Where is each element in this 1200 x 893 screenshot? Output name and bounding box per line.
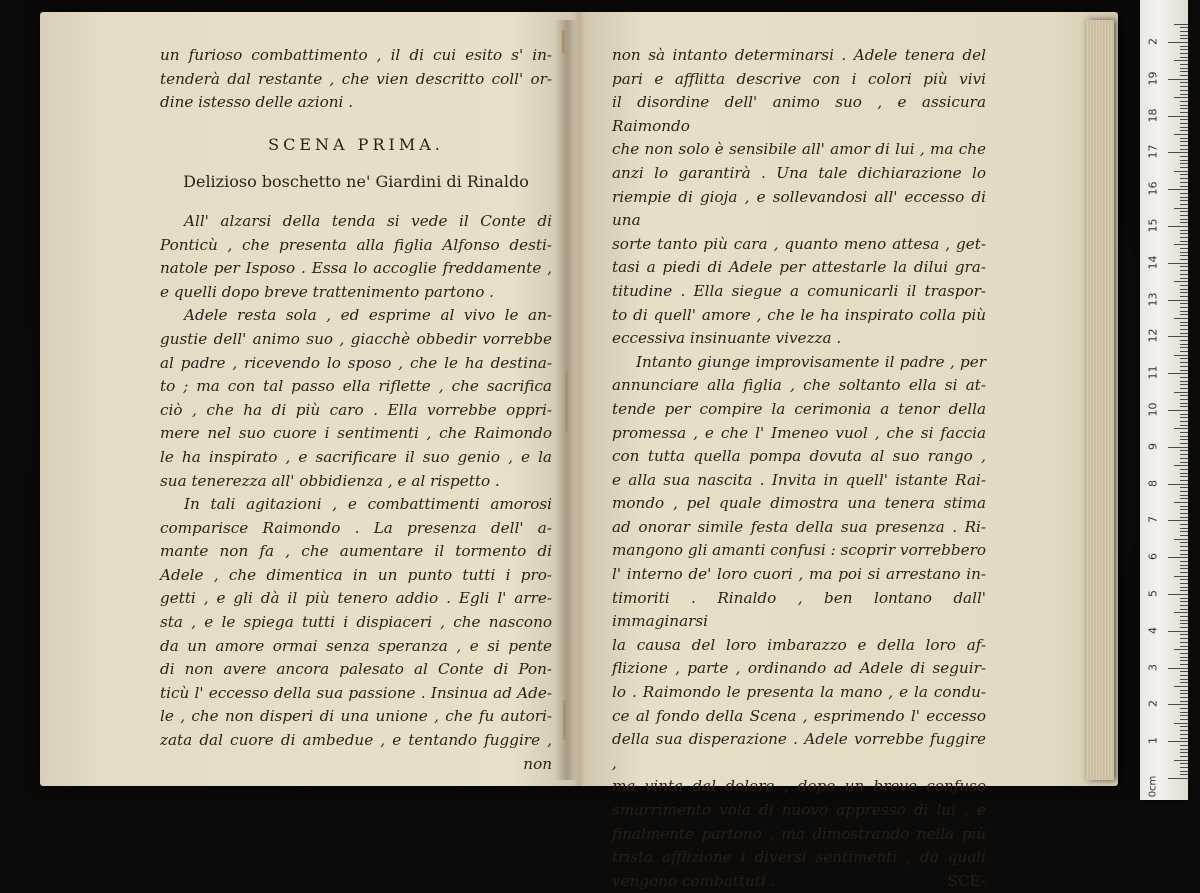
ruler-tick: [1180, 568, 1188, 569]
text-line: gustie dell' animo suo , giacchè obbedir vorrebbe: [160, 329, 552, 348]
ruler-tick: [1180, 726, 1188, 727]
ruler-tick: [1174, 355, 1188, 356]
ruler-tick: [1180, 130, 1188, 131]
text-line: Ponticù , che presenta alla figlia Alfonso desti-: [160, 235, 552, 254]
ruler-tick: [1180, 690, 1188, 691]
ruler-tick: [1180, 119, 1188, 120]
text-line: un furioso combattimento , il di cui esito s' in-: [160, 46, 552, 64]
ruler-tick: [1180, 531, 1188, 532]
text-line: comparisce Raimondo . La presenza dell' a-: [160, 518, 552, 537]
text-line: mangono gli amanti confusi : scoprir vorrebbero: [612, 541, 986, 560]
ruler-tick: [1180, 322, 1188, 323]
ruler-tick: [1180, 506, 1188, 507]
left-page: [160, 44, 552, 776]
ruler-tick: [1180, 307, 1188, 308]
text-line: natole per Isposo . Essa lo accoglie freddamente ,: [160, 259, 552, 278]
ruler-tick: [1180, 90, 1188, 91]
ruler-tick: [1168, 484, 1188, 485]
ruler-tick: [1180, 561, 1188, 562]
catchword: SCE-: [947, 871, 986, 890]
ruler-tick: [1180, 178, 1188, 179]
ruler-tick: [1168, 189, 1188, 190]
ruler-tick: [1168, 704, 1188, 705]
ruler-number: 13: [1146, 292, 1160, 307]
scene-subtitle: Delizioso boschetto ne' Giardini di Rinaldo: [183, 172, 529, 192]
text-line: da un amore ormai senza speranza , e si pente: [160, 636, 552, 655]
ruler-number: 10: [1146, 402, 1160, 417]
ruler-tick: [1180, 289, 1188, 290]
ruler-tick: [1180, 27, 1188, 28]
text-line: Adele resta sola , ed esprime al vivo le an-: [184, 306, 552, 325]
ruler-tick: [1174, 60, 1188, 61]
ruler-tick: [1180, 167, 1188, 168]
ruler-tick: [1174, 244, 1188, 245]
ruler-tick: [1180, 664, 1188, 665]
ruler-number: 4: [1146, 626, 1160, 634]
ruler-number: 7: [1146, 516, 1160, 524]
ruler-tick: [1180, 340, 1188, 341]
ruler-tick: [1180, 623, 1188, 624]
ruler-tick: [1180, 215, 1188, 216]
ruler-tick: [1180, 653, 1188, 654]
ruler-tick: [1180, 756, 1188, 757]
ruler-tick: [1180, 657, 1188, 658]
text-line: anzi lo garantirà . Una tale dichiarazione lo: [612, 163, 986, 182]
ruler-tick: [1174, 539, 1188, 540]
ruler-tick: [1180, 351, 1188, 352]
ruler-tick: [1168, 42, 1188, 43]
ruler-tick: [1180, 384, 1188, 385]
ruler-tick: [1180, 432, 1188, 433]
ruler-tick: [1174, 171, 1188, 172]
right-body: [612, 44, 986, 893]
ruler-tick: [1180, 123, 1188, 124]
text-line: e alla sua nascita . Invita in quell' istante Rai-: [612, 470, 986, 489]
ruler-tick: [1180, 734, 1188, 735]
ruler-tick: [1180, 285, 1188, 286]
ruler-tick: [1180, 450, 1188, 451]
text-line: to ; ma con tal passo ella riflette , che sacrifica: [160, 377, 552, 396]
text-line: timoriti . Rinaldo , ben lontano dall' immaginarsi: [612, 588, 986, 631]
ruler-tick: [1180, 358, 1188, 359]
ruler-tick: [1180, 399, 1188, 400]
ruler-tick: [1168, 116, 1188, 117]
text-line: Intanto giunge improvisamente il padre , per: [636, 352, 986, 371]
text-line: finalmente partono , ma dimostrando nella più: [612, 824, 986, 843]
text-line: lo . Raimondo le presenta la mano , e la condu-: [612, 683, 986, 702]
ruler-tick: [1180, 730, 1188, 731]
ruler-tick: [1180, 487, 1188, 488]
catchword: non: [523, 754, 552, 773]
ruler-tick: [1180, 86, 1188, 87]
ruler-tick: [1180, 425, 1188, 426]
ruler-tick: [1180, 439, 1188, 440]
ruler-tick: [1180, 697, 1188, 698]
ruler-tick: [1180, 64, 1188, 65]
text-line: l' interno de' loro cuori , ma poi si arrestano in-: [612, 565, 986, 584]
ruler-tick: [1180, 498, 1188, 499]
text-line: zata dal cuore di ambedue , e tentando fuggire ,: [160, 731, 552, 750]
ruler-tick: [1180, 458, 1188, 459]
ruler-tick: [1180, 266, 1188, 267]
ruler-tick: [1180, 31, 1188, 32]
ruler-tick: [1180, 679, 1188, 680]
ruler-tick: [1180, 370, 1188, 371]
ruler-tick: [1180, 712, 1188, 713]
ruler-tick: [1180, 377, 1188, 378]
ruler-number: 2: [1146, 38, 1160, 45]
ruler-tick: [1180, 601, 1188, 602]
ruler-tick: [1180, 469, 1188, 470]
ruler-tick: [1168, 410, 1188, 411]
measuring-ruler: [1140, 0, 1188, 800]
ruler-tick: [1180, 509, 1188, 510]
ruler-tick: [1180, 620, 1188, 621]
ruler-tick: [1180, 443, 1188, 444]
ruler-tick: [1168, 336, 1188, 337]
ruler-tick: [1174, 24, 1188, 25]
ruler-tick: [1180, 421, 1188, 422]
ruler-tick: [1168, 447, 1188, 448]
ruler-tick: [1180, 719, 1188, 720]
ruler-tick: [1180, 605, 1188, 606]
ruler-tick: [1180, 546, 1188, 547]
ruler-number: 17: [1146, 144, 1160, 159]
ruler-tick: [1180, 101, 1188, 102]
ruler-tick: [1180, 333, 1188, 334]
ruler-tick: [1180, 344, 1188, 345]
text-line: le ha inspirato , e sacrificare il suo genio , e la: [160, 447, 552, 466]
ruler-tick: [1168, 557, 1188, 558]
ruler-tick: [1180, 200, 1188, 201]
ruler-tick: [1180, 542, 1188, 543]
ruler-tick: [1174, 208, 1188, 209]
text-line: tasi a piedi di Adele per attestarle la dilui gra-: [612, 258, 986, 277]
text-line: ma vinta dal dolore , dopo un breve confuso: [612, 777, 986, 796]
text-line: il disordine dell' animo suo , e assicura Raimondo: [612, 93, 986, 135]
ruler-tick: [1168, 520, 1188, 521]
text-line: In tali agitazioni , e combattimenti amorosi: [184, 495, 552, 514]
ruler-tick: [1180, 491, 1188, 492]
ruler-tick: [1180, 71, 1188, 72]
ruler-tick: [1180, 325, 1188, 326]
ruler-tick: [1180, 252, 1188, 253]
ruler-tick: [1180, 222, 1188, 223]
ruler-tick: [1180, 329, 1188, 330]
text-line: pari e afflitta descrive con i colori più vivi: [612, 69, 986, 88]
text-line: smarrimento vola di nuovo appresso di lui , e: [612, 801, 986, 819]
text-line: sua tenerezza all' obbidienza , e al rispetto .: [160, 471, 500, 490]
ruler-tick: [1180, 590, 1188, 591]
text-line: to di quell' amore , che le ha inspirato colla più: [612, 305, 986, 324]
ruler-tick: [1174, 686, 1188, 687]
text-line: e quelli dopo breve trattenimento partono .: [160, 282, 494, 301]
ruler-tick: [1180, 163, 1188, 164]
ruler-tick: [1174, 760, 1188, 761]
text-line: vengono combattuti .: [612, 871, 776, 890]
ruler-number: 18: [1146, 108, 1160, 123]
text-line: riempie di gioja , e sollevandosi all' eccesso di una: [612, 187, 986, 230]
ruler-tick: [1180, 682, 1188, 683]
ruler-tick: [1180, 767, 1188, 768]
ruler-tick: [1180, 211, 1188, 212]
ruler-number: 19: [1146, 71, 1160, 86]
ruler-tick: [1180, 403, 1188, 404]
ruler-tick: [1180, 671, 1188, 672]
ruler-tick: [1180, 572, 1188, 573]
ruler-tick: [1180, 292, 1188, 293]
ruler-tick: [1180, 204, 1188, 205]
intro-text: [160, 44, 552, 115]
ruler-number: 14: [1146, 255, 1160, 270]
ruler-tick: [1180, 141, 1188, 142]
ruler-tick: [1174, 318, 1188, 319]
ruler-tick: [1180, 417, 1188, 418]
text-line: tenderà dal restante , che vien descritto coll' or-: [160, 69, 552, 88]
ruler-tick: [1180, 362, 1188, 363]
ruler-tick: [1174, 392, 1188, 393]
text-line: annunciare alla figlia , che soltanto ella si at-: [612, 376, 986, 395]
text-line: titudine . Ella siegue a comunicarli il traspor-: [612, 281, 986, 300]
text-line: con tutta quella pompa dovuta al suo rango ,: [612, 447, 986, 466]
ruler-tick: [1174, 649, 1188, 650]
ruler-tick: [1180, 406, 1188, 407]
ruler-tick: [1180, 259, 1188, 260]
ruler-tick: [1174, 465, 1188, 466]
ruler-tick: [1180, 638, 1188, 639]
text-line: della sua disperazione . Adele vorrebbe fuggire ,: [612, 730, 986, 772]
ruler-tick: [1180, 642, 1188, 643]
ruler-tick: [1180, 763, 1188, 764]
ruler-tick: [1168, 79, 1188, 80]
ruler-number: 5: [1146, 590, 1160, 597]
ruler-tick: [1168, 631, 1188, 632]
ruler-tick: [1180, 82, 1188, 83]
ruler-tick: [1180, 57, 1188, 58]
ruler-tick: [1180, 414, 1188, 415]
ruler-tick: [1180, 550, 1188, 551]
ruler-tick: [1168, 741, 1188, 742]
ruler-tick: [1180, 248, 1188, 249]
text-line: dine istesso delle azioni .: [160, 93, 354, 112]
ruler-tick: [1180, 230, 1188, 231]
ruler-tick: [1180, 46, 1188, 47]
ruler-tick: [1180, 233, 1188, 234]
ruler-tick: [1180, 517, 1188, 518]
ruler-number: 6: [1146, 553, 1160, 561]
ruler-tick: [1174, 281, 1188, 282]
text-line: ce al fondo della Scena , esprimendo l' eccesso: [612, 706, 986, 725]
ruler-tick: [1180, 303, 1188, 304]
ruler-tick: [1180, 270, 1188, 271]
scene-title: SCENA PRIMA.: [268, 134, 444, 154]
ruler-tick: [1180, 634, 1188, 635]
binding-thread: [562, 30, 565, 54]
ruler-tick: [1180, 395, 1188, 396]
ruler-tick: [1174, 134, 1188, 135]
ruler-tick: [1180, 219, 1188, 220]
ruler-number: 2: [1146, 700, 1160, 708]
ruler-tick: [1168, 226, 1188, 227]
text-line: Adele , che dimentica in un punto tutti i pro-: [160, 565, 552, 584]
text-line: mante non fa , che aumentare il tormento di: [160, 542, 552, 561]
binding-thread: [563, 700, 566, 740]
text-line: la causa del loro imbarazzo e della loro af-: [612, 635, 986, 654]
ruler-tick: [1180, 311, 1188, 312]
ruler-tick: [1180, 347, 1188, 348]
ruler-tick: [1180, 565, 1188, 566]
ruler-tick: [1180, 145, 1188, 146]
ruler-tick: [1180, 156, 1188, 157]
text-line: ticù l' eccesso della sua passione . Insinua ad Ade-: [160, 683, 552, 702]
text-line: che non solo è sensibile all' amor di lui , ma che: [612, 140, 986, 159]
ruler-tick: [1180, 53, 1188, 54]
ruler-tick: [1180, 278, 1188, 279]
ruler-tick: [1168, 373, 1188, 374]
text-line: le , che non disperi di una unione , che fu autori-: [160, 707, 552, 726]
text-line: al padre , ricevendo lo sposo , che le ha destina-: [160, 353, 552, 372]
ruler-tick: [1180, 182, 1188, 183]
ruler-tick: [1180, 68, 1188, 69]
binding-thread: [565, 372, 568, 432]
ruler-tick: [1180, 138, 1188, 139]
ruler-tick: [1180, 535, 1188, 536]
ruler-number: 16: [1146, 181, 1160, 196]
ruler-number: 1: [1146, 737, 1160, 745]
ruler-number: 3: [1146, 663, 1160, 671]
ruler-tick: [1180, 476, 1188, 477]
ruler-tick: [1174, 576, 1188, 577]
ruler-tick: [1180, 94, 1188, 95]
ruler-tick: [1180, 771, 1188, 772]
ruler-tick: [1180, 237, 1188, 238]
ruler-tick: [1174, 502, 1188, 503]
ruler-tick: [1180, 646, 1188, 647]
ruler-number: 15: [1146, 218, 1160, 233]
text-line: non sà intanto determinarsi . Adele tenera del: [612, 46, 986, 64]
text-line: sta , e le spiega tutti i dispiaceri , che nascono: [160, 613, 552, 632]
text-line: ciò , che ha di più caro . Ella vorrebbe oppri-: [160, 400, 552, 419]
ruler-tick: [1180, 693, 1188, 694]
ruler-tick: [1180, 127, 1188, 128]
ruler-tick: [1180, 436, 1188, 437]
ruler-tick: [1180, 752, 1188, 753]
ruler-tick: [1180, 749, 1188, 750]
ruler-tick: [1168, 152, 1188, 153]
ruler-tick: [1180, 186, 1188, 187]
ruler-tick: [1180, 528, 1188, 529]
ruler-tick: [1180, 462, 1188, 463]
ruler-tick: [1168, 594, 1188, 595]
ruler-tick: [1180, 241, 1188, 242]
text-line: ad onorar simile festa della sua presenza . Ri-: [612, 517, 986, 536]
ruler-tick: [1180, 701, 1188, 702]
ruler-tick: [1180, 274, 1188, 275]
ruler-tick: [1168, 300, 1188, 301]
ruler-tick: [1174, 612, 1188, 613]
text-line: mondo , pel quale dimostra una tenera stima: [612, 494, 986, 513]
ruler-tick: [1180, 314, 1188, 315]
ruler-tick: [1180, 554, 1188, 555]
ruler-tick: [1180, 774, 1188, 775]
text-line: All' alzarsi della tenda si vede il Conte di: [184, 211, 552, 230]
ruler-tick: [1180, 49, 1188, 50]
ruler-tick: [1180, 616, 1188, 617]
ruler-tick: [1180, 609, 1188, 610]
text-line: trista afflizione i diversi sentimenti , da quali: [612, 848, 986, 867]
text-line: tende per compire la cerimonia a tenor della: [612, 399, 986, 418]
ruler-tick: [1180, 296, 1188, 297]
ruler-tick: [1174, 97, 1188, 98]
ruler-tick: [1180, 381, 1188, 382]
ruler-tick: [1174, 723, 1188, 724]
text-line: di non avere ancora palesato al Conte di Pon-: [160, 660, 552, 679]
text-line: flizione , parte , ordinando ad Adele di seguir-: [612, 659, 986, 678]
ruler-tick: [1180, 587, 1188, 588]
ruler-tick: [1180, 388, 1188, 389]
ruler-tick: [1180, 524, 1188, 525]
ruler-tick: [1180, 112, 1188, 113]
ruler-tick: [1180, 480, 1188, 481]
ruler-tick: [1180, 454, 1188, 455]
ruler-tick: [1180, 108, 1188, 109]
ruler-tick: [1180, 738, 1188, 739]
ruler-tick: [1180, 583, 1188, 584]
ruler-unit-label: 0cm: [1147, 775, 1159, 798]
text-line: mere nel suo cuore i sentimenti , che Raimondo: [160, 424, 552, 443]
ruler-number: 12: [1146, 328, 1160, 343]
ruler-tick: [1180, 160, 1188, 161]
ruler-number: 11: [1146, 365, 1160, 380]
right-page: [612, 44, 986, 893]
ruler-tick: [1174, 428, 1188, 429]
ruler-tick: [1180, 197, 1188, 198]
left-body: [160, 210, 552, 753]
ruler-tick: [1180, 598, 1188, 599]
ruler-tick: [1180, 193, 1188, 194]
ruler-tick: [1180, 627, 1188, 628]
ruler-tick: [1168, 778, 1188, 779]
ruler-tick: [1180, 715, 1188, 716]
ruler-tick: [1180, 708, 1188, 709]
ruler-tick: [1180, 675, 1188, 676]
ruler-number: 8: [1146, 479, 1160, 487]
ruler-tick: [1180, 38, 1188, 39]
ruler-tick: [1180, 35, 1188, 36]
ruler-tick: [1180, 105, 1188, 106]
ruler-number: 9: [1146, 442, 1160, 450]
text-line: sorte tanto più cara , quanto meno attesa , get-: [612, 234, 986, 253]
text-line: getti , e gli dà il più tenero addio . Egli l' arre-: [160, 589, 552, 608]
ruler-tick: [1180, 513, 1188, 514]
ruler-tick: [1180, 149, 1188, 150]
ruler-tick: [1168, 263, 1188, 264]
ruler-tick: [1168, 668, 1188, 669]
ruler-tick: [1180, 660, 1188, 661]
ruler-tick: [1180, 255, 1188, 256]
ruler-tick: [1180, 745, 1188, 746]
text-line: eccessiva insinuante vivezza .: [612, 329, 842, 348]
ruler-tick: [1180, 473, 1188, 474]
page-block-edge: [1086, 20, 1114, 780]
text-line: promessa , e che l' Imeneo vuol , che si faccia: [612, 423, 986, 442]
ruler-tick: [1180, 174, 1188, 175]
ruler-tick: [1180, 366, 1188, 367]
ruler-tick: [1180, 495, 1188, 496]
ruler-tick: [1180, 75, 1188, 76]
ruler-tick: [1180, 579, 1188, 580]
